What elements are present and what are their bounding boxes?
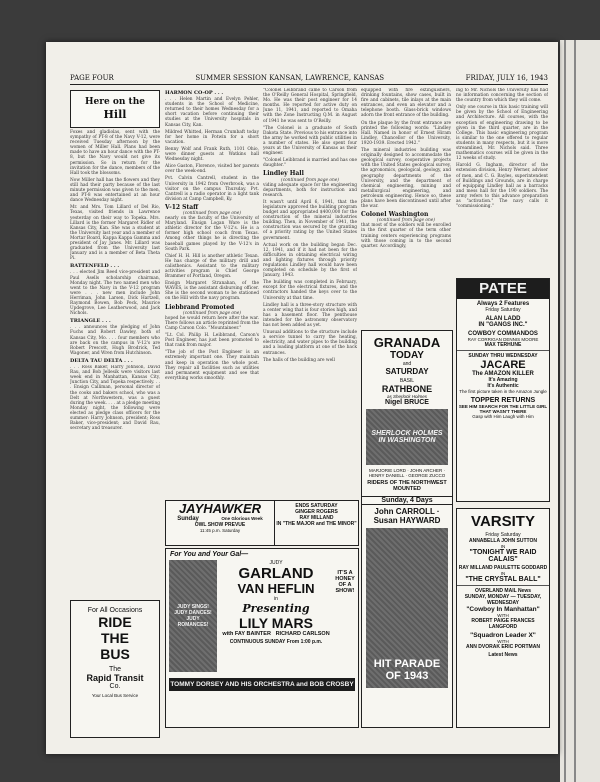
- patee-line: MAX TERHUNE: [484, 342, 522, 348]
- granada-cast: Nigel BRUCE: [385, 399, 429, 406]
- patee-line: The first picture taken in the Amazon Jungle: [459, 389, 547, 394]
- patee-name: PATEE: [457, 279, 549, 299]
- bus-ad-line: Co.: [109, 683, 121, 690]
- continuation-note: (continued from page one): [281, 177, 339, 183]
- divider: [457, 585, 549, 586]
- patee-line: COWBOY COMMANDOS: [468, 331, 538, 337]
- varsity-line: ROBERT PAIGE FRANCES LANGFORD: [471, 618, 535, 630]
- patee-line: IN "GANGS INC.": [478, 322, 528, 328]
- lily-mars-line: [220, 631, 332, 637]
- article-paragraph: Only one course in this basic training will be given by the School of Engineering and Architecture. All courses, with the exception of engineering drawing to be given in the third quarter, are in the College. This basic engineering program is similar to the one offered to regular students in many respects, but it is more streamlined, Mr. Nichols said. Three mathematics courses will be given in the 12 weeks of study.: [456, 105, 548, 162]
- column-3: [263, 88, 357, 496]
- article-paragraph: The halls of the building are well: [263, 357, 335, 363]
- varsity-name: VARSITY: [471, 513, 535, 530]
- bus-ad-line: RIDE: [98, 614, 132, 630]
- page-number: PAGE FOUR: [70, 74, 114, 82]
- film-title: HIT PARADE OF 1943: [373, 658, 441, 682]
- presenting-lily-mars-ad: [165, 548, 359, 728]
- article-paragraph: nearly on the faculty of the University of Maryland. Ensign Logan Ware is the athletic director for the V-12's. He is a former high school coach from Texas. Among other things he is directing the baseball games played by the V-12's in South Park.: [165, 216, 259, 252]
- varsity-line: IN: [500, 544, 506, 549]
- article-paragraph: Benny Wolf and Frank Ruth, 1101 Ohio, were dinner guests at Watkins hall Wednesday night.: [165, 146, 259, 163]
- article-paragraph: Alice Gaston, Florence, visited her parents over the week-end.: [165, 164, 259, 175]
- jayhawker-line: IN "THE MAJOR and THE MINOR": [276, 521, 357, 527]
- article-paragraph: Unusual additions to the structure include a service tunnel to carry the heating, electricity, and water pipes to the building and a loading platform at one of the back entrances.: [263, 330, 357, 356]
- jayhawker-line: RAY MILLAND: [299, 515, 334, 521]
- jayhawker-left: [166, 501, 275, 545]
- bus-ad-line: Rapid Transit: [86, 673, 144, 683]
- section-heading: Liebbrand Promoted: [165, 303, 235, 311]
- patee-line: TOPPER RETURNS: [470, 397, 536, 404]
- sherlock-holmes-poster: [366, 409, 448, 465]
- article-paragraph: . . . announces the pledging of John Fuchs and Robert Dawley, both of Kansas City, Mo. . . . four members who are back on the campus in V-12's are Robert Prescott, Hugh Brodrick, Ted Wagoner, and Wren from Hutchinson.: [70, 325, 160, 356]
- varsity-line: OVERLAND MAIL News: [474, 588, 532, 594]
- lily-mars-line: Presenting: [242, 602, 310, 615]
- article-paragraph: The building was completed in February, except for the electrical fixtures, and the contractors handed the keys over to the University at that time.: [263, 280, 357, 301]
- article-paragraph: Foxes and gladiolas, sent with the sympathy of PT-8 of the Navy V-12, were received Tuesday afternoon by the women of Miller Hall. Plans had been made to have an hour dance with the PT-8, but the Navy would not give its permission. So in return for the invitation for the dance, members of the Hall took the blossoms.: [70, 130, 160, 176]
- article-paragraph: Harold G. Ingham, director of the extension division, Henry Werner, adviser of men, and C. G. Bayles, superintendent of Buildings and Grounds, are in charge of equipping Lindley hall as a barracks and mess hall for the 190 soldiers. The army refers to this advance preparation as "activation." The navy calls it "commissioning.": [456, 163, 548, 210]
- article-paragraph: Lindley hall is a three-story structure with a center wing that is four stories high, and has a basement floor. The penthouse intended for the astronomy observatory has not been added as yet.: [263, 302, 357, 329]
- patee-line: SUNDAY THRU WEDNESDAY: [468, 353, 538, 359]
- box-title-line1: Here on the: [85, 97, 145, 107]
- patee-line: Gasp with Him Laugh with Him: [472, 414, 534, 419]
- granada-role: as Sherlock Holmes: [386, 394, 427, 399]
- varsity-line: WITH: [497, 613, 509, 618]
- patee-line: ALAN LADD: [485, 316, 521, 322]
- patee-line: Always 2 Features: [476, 301, 530, 307]
- varsity-line: WITH: [497, 639, 509, 644]
- section-heading: V-12 Staff: [165, 203, 199, 211]
- film-title: SHERLOCK HOLMES IN WASHINGTON: [371, 430, 443, 444]
- lily-mars-body: [166, 560, 358, 672]
- article-paragraph: It wasn't until April 6, 1941, that the legislature approved the building program budget and appropriated $400,000 for the construction of the mineral industries building. Then, in November of 1941, the construction was secured by the granting of a priority rating by the United States government.: [263, 199, 357, 241]
- jayhawker-line: OWL SHOW PREVUE: [194, 522, 246, 528]
- jayhawker-right: [275, 501, 358, 545]
- varsity-line: "THE CRYSTAL BALL": [465, 576, 541, 583]
- varsity-theater-ad: [456, 508, 550, 728]
- bus-ad: [70, 600, 160, 738]
- section-heading: BATTENFELD . . .: [70, 263, 120, 270]
- lily-mars-line: in: [274, 596, 278, 602]
- patee-theater-ad: [456, 278, 550, 502]
- jayhawker-sunday: Sunday: [177, 516, 199, 522]
- lily-mars-line: JUDY SINGS! JUDY DANCES! JUDY ROMANCES!: [174, 604, 212, 628]
- jayhawker-line: ENDS SATURDAY: [295, 503, 338, 509]
- article-paragraph: Mildred Whitted, Herman Crumbaft today for her home in Potwin for a short vacation.: [165, 129, 259, 145]
- article-paragraph: On the plaque by the front entrance are printed the following words: "Lindley Hall. Named in honor of Ernest Hiram Lindley, Chancellor of the University, 1920-1939. Erected 1942.": [361, 120, 451, 146]
- article-paragraph: "The job of the Post Engineer is an extremely important one. They maintain and keep in operation the whole post. They repair all facilities such as utilities and permanent equipment and see that everything works smoothly.: [165, 350, 259, 381]
- lily-mars-line: IT'S A HONEY OF A SHOW!: [335, 570, 355, 594]
- bus-ad-line: BUS: [100, 646, 130, 662]
- varsity-line: RAY MILLAND PAULETTE GODDARD: [458, 565, 548, 571]
- varsity-line: ANNABELLA JOHN SUTTON: [468, 538, 538, 544]
- jayhawker-line: GINGER ROGERS: [295, 509, 338, 515]
- patee-line: It's Amazing: [488, 377, 518, 383]
- patee-line: RAY CORRIGAN DENNIS MOORE: [467, 337, 539, 342]
- film-title: RIDERS OF THE NORTHWEST MOUNTED: [367, 480, 447, 492]
- granada-stars: John CARROLL · Susan HAYWARD: [373, 507, 441, 525]
- judy-garland-photo: [169, 560, 217, 672]
- section-heading: DELTA TAU DELTA . . .: [70, 357, 133, 364]
- article-paragraph: Actual work on the building began Dec. 12, 1941, and if it had not been for the difficulties in obtaining electrical wiring and lighting fixtures through priority regulations Lindley hall would have been completed on schedule by the first of January, 1943.: [263, 242, 357, 279]
- article-paragraph: "Lt. Col. Philip H. Leibbrand, Carson's Post Engineer, has just been promoted to that rank from major.: [165, 333, 259, 349]
- here-on-the-hill-box: [70, 90, 160, 128]
- article-paragraph: . . . Helen Martin and Evelyn Pehler, students in the School of Medicine, returned to their homes Wednesday for a short vacation before continuing their studies at the University hospitals in Kansas City, Kan.: [165, 97, 259, 128]
- granada-theater-ad: [361, 330, 453, 728]
- bus-ad-line: THE: [101, 630, 129, 646]
- article-paragraph: Now Miller hall has the flowers and they still had their party because of the last minute permission was given to the men, and PT-8 was entertained at an hour dance Wednesday night.: [70, 177, 160, 204]
- granada-today: TODAY: [390, 350, 424, 361]
- article-paragraph: "Colonel Leibbrand came to Carson from the O'Reilly General Hospital, Springfield, Mo. He was their post engineer for 14 months. He reported for active duty on June 11, 1941, and reported to Omaha with the Zone Instructing Q.M. in August of 1941 he was sent to O'Reilly.: [263, 88, 357, 124]
- patee-line: JACARE: [480, 359, 526, 371]
- varsity-line: "Cowboy In Manhattan": [466, 606, 540, 613]
- article-paragraph: equipped with fire extinguishers, drinking fountains, show cases, built in fire and cabinets, tile inlays at the main entrances, and even an elevator and a telephone booth. Glass-brick windows adorn the front entrance of the building.: [361, 88, 451, 119]
- bus-ad-line: Your Local Bus Service: [91, 693, 139, 698]
- article-paragraph: that most of the soldiers will be enrolled in the first quarter of the term other training centers experiencing programs with those coming in to the second quarter. Accordingly,: [361, 223, 451, 249]
- issue-date: FRIDAY, JULY 16, 1943: [465, 74, 548, 82]
- hit-parade-poster: [366, 528, 448, 688]
- varsity-line: Latest News: [488, 652, 518, 658]
- patee-line: The AMAZON KILLER: [472, 371, 534, 377]
- bus-ad-line: For All Occasions: [87, 607, 143, 614]
- granada-and: and: [402, 361, 412, 367]
- jayhawker-week: One Glorious Week: [221, 516, 263, 521]
- lily-mars-line: GARLAND: [238, 565, 314, 582]
- section-heading: Colonel Washington: [361, 211, 429, 219]
- section-heading: TRIANGLE . . .: [70, 318, 111, 325]
- lily-mars-costar: with FAY BAINTER: [222, 631, 271, 637]
- granada-cast: BASIL: [399, 378, 415, 384]
- column-5: [456, 88, 548, 274]
- lily-mars-line: JUDY: [269, 560, 283, 566]
- patee-line: It's Authentic: [487, 383, 519, 389]
- article-paragraph: "Colonel Leibbrand is married and has one daughter.": [263, 158, 357, 169]
- varsity-line: "Squadron Leader X": [470, 632, 536, 639]
- patee-line: SEE HIM SEARCH FOR THE LITTLE GIRL THAT WASN'T THERE: [458, 404, 548, 414]
- divider: [457, 350, 549, 351]
- lily-mars-line: For You and Your Gal—: [170, 551, 249, 558]
- patee-line: Friday Saturday: [485, 307, 521, 313]
- bus-ad-line: The: [108, 666, 122, 673]
- granada-star: RATHBONE: [381, 384, 433, 394]
- lily-mars-line: VAN HEFLIN: [237, 581, 315, 596]
- section-heading: Lindley Hall: [263, 170, 304, 178]
- varsity-line: ANN DVORAK ERIC PORTMAN: [466, 644, 540, 650]
- continuation-note: (continued from page one): [183, 310, 241, 316]
- lily-mars-costar: RICHARD CARLSON: [275, 631, 330, 637]
- varsity-line: IN: [500, 571, 506, 576]
- article-paragraph: "The Colonel is a graduate of South Dakota State. Previous to his entrance into the army he worked with public utilities in a number of states. He also spent four years at the University of Kansas as their engineer.: [263, 125, 357, 157]
- lily-mars-line: LILY MARS: [239, 615, 313, 631]
- article-paragraph: hoped he would return here after the war. There follows an article reprinted from the Camp Carson Colo. "Mountaineer.": [165, 315, 259, 331]
- article-paragraph: Ensign Margaret Stranahan, of the WAVES, is the assistant disbursing officer. She is the second woman to be stationed on the Hill with the navy program.: [165, 281, 259, 302]
- lily-mars-line: CONTINUOUS SUNDAY From 1:00 p.m.: [229, 639, 323, 645]
- article-paragraph: . . . Ross Baker, Harry Johnson, David Rau, and Bob Jellesik were visitors last week end in Manhattan, Kansas City, Junction City, and Topeka respectively. . . . Ensign Calliman, personal director of the cooks and bakers school, who was a Delt at Northwestern, was a guest during the week. . . . at a pledge meeting Monday night, the following were elected as pledge class officers for the summer: Harry Johnson, president; Ross Baker, vice-president; and David Rau, secretary and treasurer.: [70, 365, 160, 432]
- granada-saturday: SATURDAY: [385, 367, 429, 376]
- box-title-line2: Hill: [103, 108, 127, 121]
- jayhawker-line: 11:45 p.m. Saturday: [199, 528, 241, 533]
- continuation-note: (continued from page one): [377, 218, 435, 224]
- lily-mars-line: TOMMY DORSEY AND HIS ORCHESTRA and BOB CROSBY: [169, 678, 355, 691]
- varsity-line: SUNDAY, MONDAY — TUESDAY, WEDNESDAY: [464, 594, 542, 606]
- article-paragraph: Chief H. H. Hill is another athletic Texan. He has charge of the military drill and calisthenics. Assistant to the military activities program is Chief George Brammer of Portland, Oregon.: [165, 253, 259, 280]
- jayhawker-name: JAYHAWKER: [178, 501, 262, 516]
- page-header: [70, 74, 548, 82]
- header-rule: [70, 84, 548, 85]
- article-paragraph: Pvt. Calvin Cantrell, student in the University in 1942 from Overbrook, was a visitor on the campus Thursday. Pvt. Cantrell is a radio operator in a light tank division at Camp Campbell, Ky.: [165, 176, 259, 202]
- granada-name: GRANADA: [373, 335, 441, 350]
- jayhawker-theater-ad: [165, 500, 359, 546]
- masthead: SUMMER SESSION KANSAN, LAWRENCE, KANSAS: [195, 74, 385, 82]
- granada-sunday: Sunday, 4 Days: [362, 496, 452, 505]
- column-4: [361, 88, 451, 324]
- article-paragraph: Mr. and Mrs. Tom Lillard of Del Rio, Texas, visited friends in Lawrence yesterday on their way to Topeka. Mrs. Lillard is the former Margaret Ridler of Kansas City, Kan. She was a student at the University last year and a member of Mortar Board, Kappa Kappa Gamma and president of Jay Janes. Mr. Lillard was graduated from the University last January and is a member of Beta Theta Pi.: [70, 205, 160, 262]
- adjacent-page-edge: [560, 40, 600, 782]
- article-paragraph: ing to Mr. Nichols the University has had no information concerning the section of the country from which they will come.: [456, 88, 548, 104]
- article-paragraph: viding adequate space for the engineering departments, both for instruction and research.: [263, 182, 357, 198]
- lily-mars-titles: [220, 560, 332, 672]
- article-paragraph: . . . elected Jim Reed vice-president and Paul Asells scholarship chairman, Monday night. The two named men who went to the Navy in the V-12 program were . . . new men include John Herriman, John Larsen, Dick Hartzell, Raymond Bowen, Bob Peck, Maurice Updegrove, Lee Leatherwood, and Jack Nichols.: [70, 270, 160, 317]
- granada-cast-list: MARJORIE LORD · JOHN ARCHER · HENRY DANIELL · GEORGE ZUCCO: [368, 468, 446, 478]
- column-2: [165, 88, 259, 496]
- article-paragraph: The mineral industries building was originally designed to accommodate the geological survey, cooperative projects with the United States geological survey, the agronomics, geological, geology, and geography departments of the University, and the department of chemical engineering, mining and metallurgical engineering, and petroleum engineering. Hence so, these plans have been discontinued until after the war.: [361, 148, 451, 210]
- varsity-line: "TONIGHT WE RAID CALAIS": [469, 549, 537, 563]
- section-heading: HARMON CO-OP . . .: [165, 90, 224, 96]
- continuation-note: (continued from page one): [183, 210, 241, 216]
- varsity-line: Friday Saturday: [485, 532, 521, 538]
